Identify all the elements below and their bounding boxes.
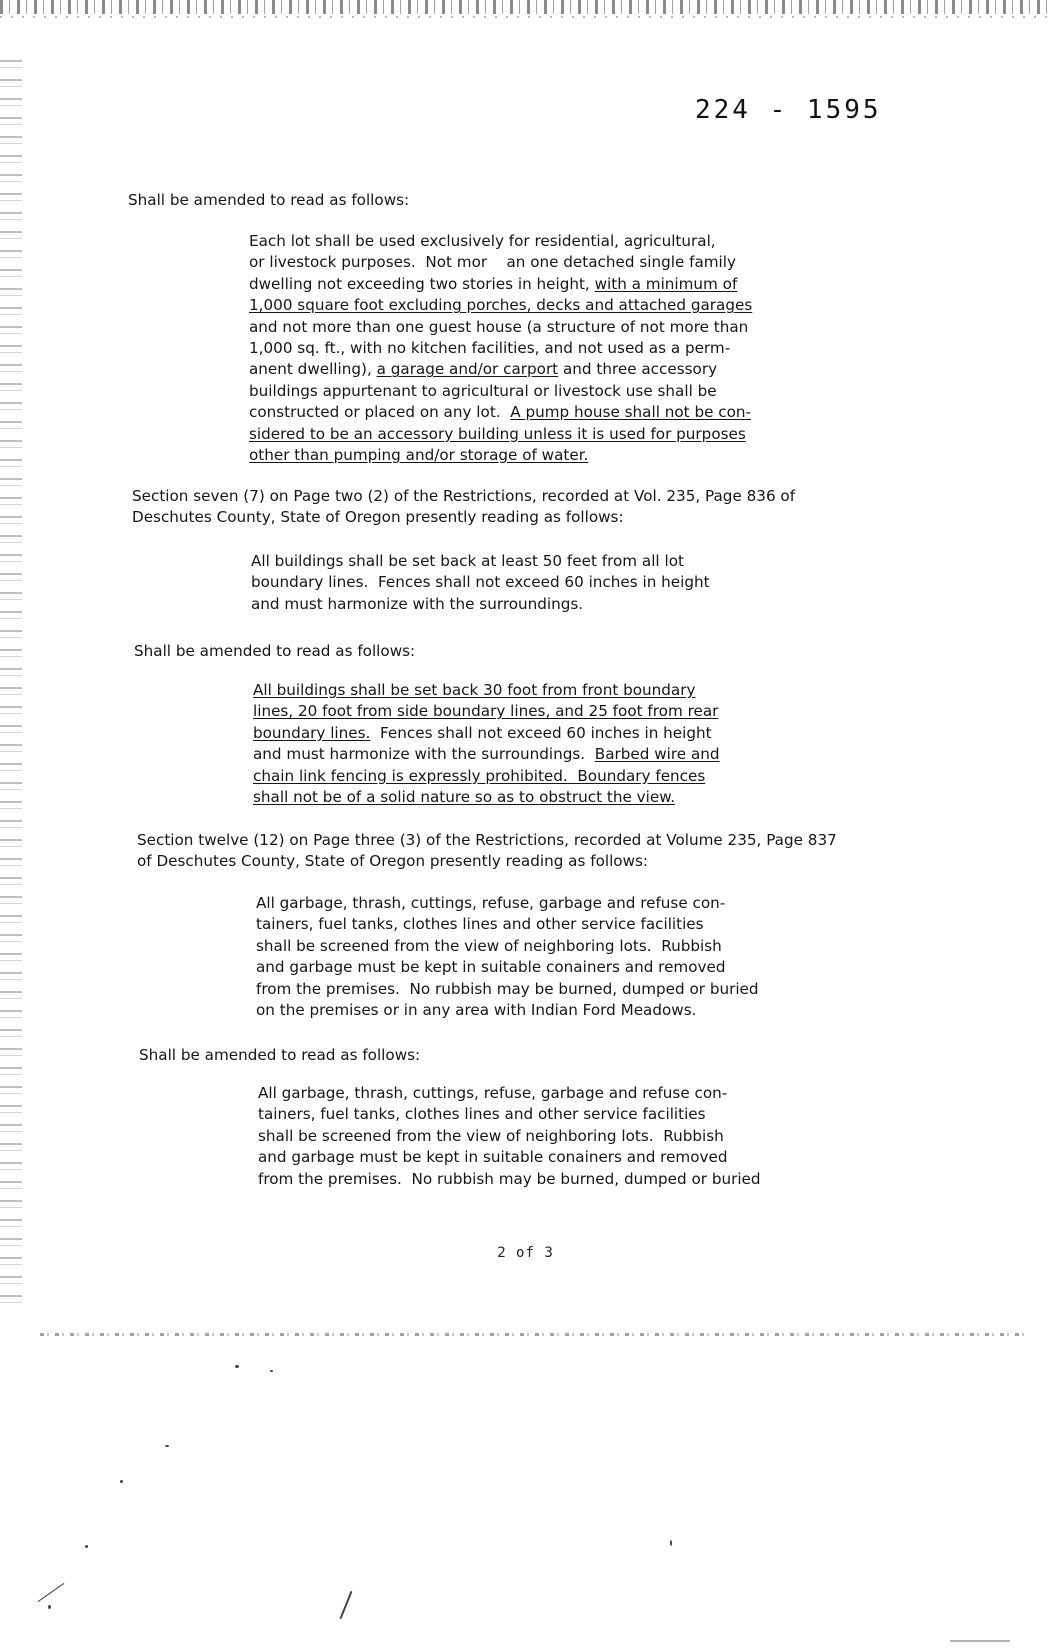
speck — [670, 1540, 672, 1546]
text-line: from the premises. No rubbish may be burned, dumped or buried — [256, 979, 759, 998]
scan-edge-top — [0, 0, 1051, 14]
text-line: All garbage, thrash, cuttings, refuse, garbage and refuse con- — [256, 894, 726, 912]
speck — [950, 1640, 1010, 1642]
text-line: and garbage must be kept in suitable conainers and removed — [256, 958, 726, 977]
text-line — [249, 317, 748, 338]
section-intro-line: Deschutes County, State of Oregon presently reading as follows: — [132, 508, 624, 527]
text-segment: Fences shall not exceed 60 inches in height — [370, 723, 712, 742]
text-line: and garbage must be kept in suitable conainers and removed — [258, 1148, 728, 1167]
text-line — [253, 701, 718, 722]
text-line: shall be screened from the view of neighboring lots. Rubbish — [256, 936, 722, 955]
underlined-amendment-text: sidered to be an accessory building unless it is used for purposes — [249, 424, 746, 443]
scan-specks — [0, 1340, 1051, 1649]
underlined-amendment-text: A pump house shall not be con- — [510, 403, 752, 422]
text-line: All garbage, thrash, cuttings, refuse, garbage and refuse con- — [258, 1084, 728, 1102]
text-segment: anent dwelling), — [249, 360, 377, 379]
amend-2-intro: Shall be amended to read as follows: — [134, 642, 416, 660]
text-segment: dwelling not exceeding two stories in height, — [249, 274, 595, 293]
text-line: on the premises or in any area with Indian Ford Meadows. — [256, 1001, 697, 1019]
underlined-amendment-text: chain link fencing is expressly prohibited. Boundary fences — [253, 766, 706, 785]
text-line — [249, 295, 752, 316]
underlined-amendment-text: with a minimum of — [594, 274, 738, 293]
text-segment: and three accessory — [558, 360, 718, 379]
underlined-amendment-text: shall not be of a solid nature so as to obstruct the view. — [253, 788, 676, 806]
speck — [270, 1370, 273, 1372]
scan-edge-top-line — [0, 16, 1051, 18]
text-segment: buildings appurtenant to agricultural or livestock use shall be — [249, 381, 717, 400]
text-line — [249, 274, 737, 295]
section-intro-line: Section twelve (12) on Page three (3) of the Restrictions, recorded at Volume 235, Page 837 — [137, 831, 837, 849]
underlined-amendment-text: Barbed wire and — [594, 745, 720, 764]
text-line — [253, 766, 705, 787]
underlined-amendment-text: lines, 20 foot from side boundary lines, and 25 foot from rear — [253, 702, 719, 721]
text-line — [253, 787, 675, 808]
text-line — [249, 424, 746, 445]
underlined-amendment-text: a garage and/or carport — [376, 360, 559, 379]
text-line — [249, 359, 717, 380]
speck — [339, 1591, 352, 1620]
amend-1-intro: Shall be amended to read as follows: — [128, 191, 410, 209]
text-line — [249, 381, 717, 402]
text-segment: 1,000 sq. ft., with no kitchen facilities, and not used as a perm- — [249, 339, 731, 357]
text-line: shall be screened from the view of neighboring lots. Rubbish — [258, 1126, 724, 1145]
scan-page-break-line — [40, 1333, 1030, 1336]
scan-edge-left — [0, 60, 22, 1310]
text-line — [253, 744, 720, 765]
underlined-amendment-text: 1,000 square foot excluding porches, decks and attached garages — [249, 296, 753, 315]
text-line — [249, 402, 751, 423]
text-line: All buildings shall be set back at least 50 feet from all lot — [251, 552, 684, 570]
text-segment: and not more than one guest house (a structure of not more than — [249, 317, 749, 336]
speck — [120, 1480, 123, 1483]
text-line: boundary lines. Fences shall not exceed 60 inches in height — [251, 573, 710, 592]
underlined-amendment-text: All buildings shall be set back 30 foot from front boundary — [253, 681, 696, 699]
text-segment: Each lot shall be used exclusively for residential, agricultural, — [249, 232, 716, 250]
text-line: and must harmonize with the surroundings. — [251, 594, 584, 613]
section-intro-line: Section seven (7) on Page two (2) of the Restrictions, recorded at Vol. 235, Page 836 of — [132, 487, 796, 505]
text-line: tainers, fuel tanks, clothes lines and other service facilities — [258, 1105, 706, 1124]
record-number: 224 - 1595 — [695, 95, 882, 125]
text-line — [249, 445, 588, 466]
text-line — [253, 723, 712, 744]
underlined-amendment-text: boundary lines. — [253, 723, 371, 742]
speck — [48, 1605, 51, 1609]
text-line — [249, 338, 730, 359]
text-line — [249, 252, 736, 273]
text-segment: constructed or placed on any lot. — [249, 403, 511, 422]
text-line: tainers, fuel tanks, clothes lines and other service facilities — [256, 915, 704, 934]
section-intro-line: of Deschutes County, State of Oregon presently reading as follows: — [137, 852, 649, 871]
page-footer: 2 of 3 — [497, 1245, 554, 1261]
text-line — [253, 680, 695, 701]
text-line: from the premises. No rubbish may be burned, dumped or buried — [258, 1169, 761, 1188]
speck — [235, 1365, 239, 1368]
speck — [85, 1545, 88, 1548]
text-line — [249, 231, 716, 252]
speck — [165, 1445, 169, 1447]
speck — [38, 1583, 65, 1602]
text-segment: or livestock purposes. Not mor an one detached single family — [249, 253, 736, 272]
text-segment: and must harmonize with the surroundings. — [253, 745, 595, 764]
amend-3-intro: Shall be amended to read as follows: — [139, 1046, 421, 1064]
underlined-amendment-text: other than pumping and/or storage of water. — [249, 446, 589, 464]
